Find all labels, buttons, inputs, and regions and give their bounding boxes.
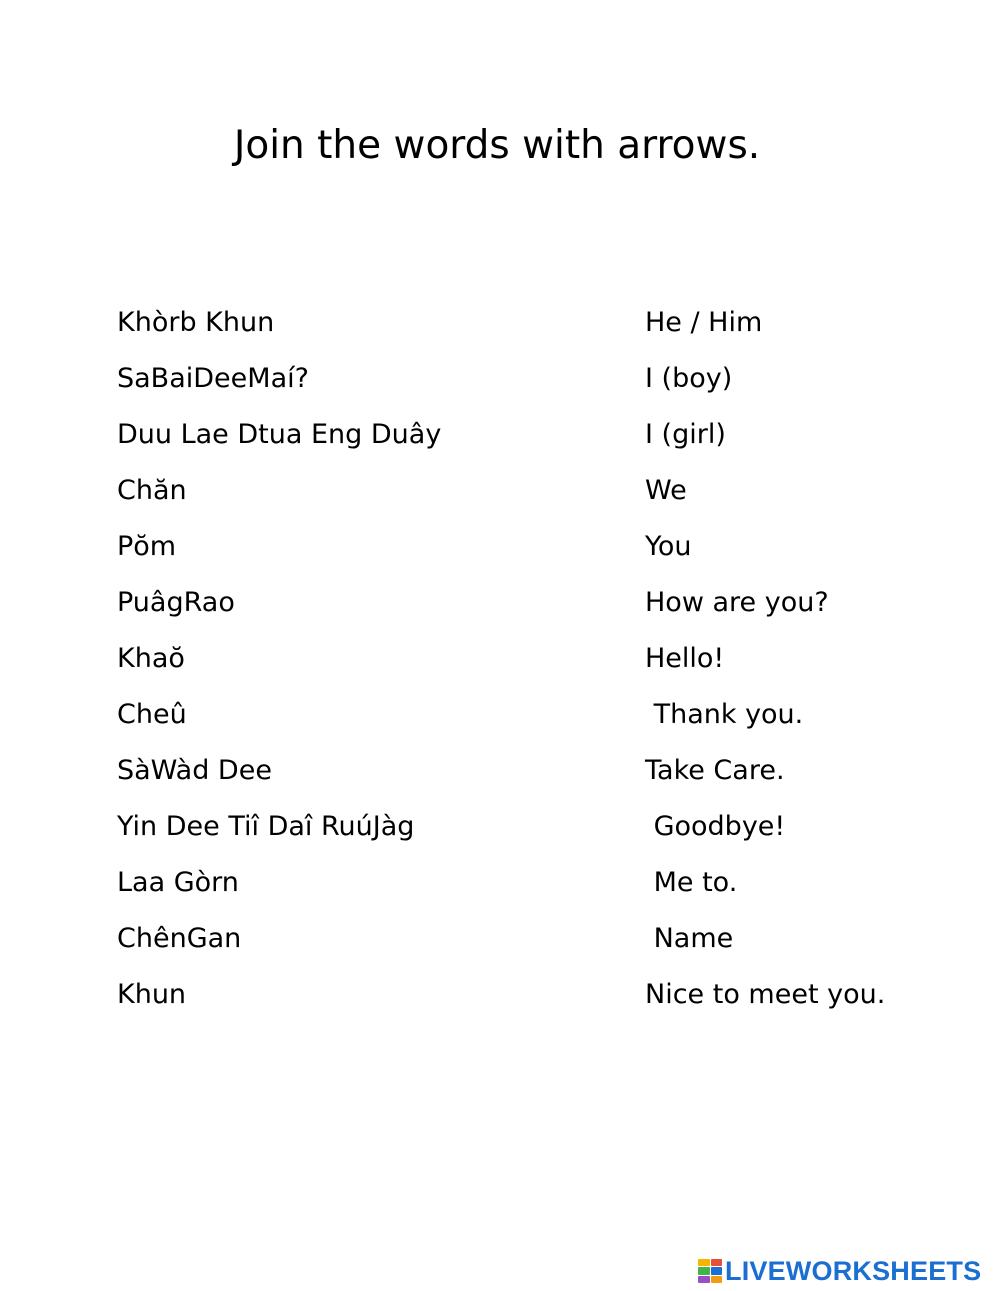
right-word-item[interactable]: Thank you.: [645, 699, 804, 730]
left-word-item[interactable]: Khòrb Khun: [117, 307, 275, 338]
right-word-list: [645, 300, 985, 1028]
left-word-item[interactable]: PuâgRao: [117, 587, 235, 618]
left-word-item[interactable]: Yin Dee Tiî Daî RuúJàg: [117, 811, 415, 842]
right-word-item[interactable]: Take Care.: [645, 755, 785, 786]
right-word-item[interactable]: Me to.: [645, 867, 738, 898]
logo-text: LIVEWORKSHEETS: [725, 1256, 982, 1286]
right-word-item[interactable]: You: [645, 531, 692, 562]
left-word-item[interactable]: Laa Gòrn: [117, 867, 239, 898]
logo-block: [711, 1267, 723, 1274]
logo-block: [698, 1267, 710, 1274]
left-word-list: [117, 300, 597, 1028]
right-word-item[interactable]: Goodbye!: [645, 811, 786, 842]
right-word-item[interactable]: Name: [645, 923, 734, 954]
left-word-item[interactable]: Cheû: [117, 699, 187, 730]
left-word-item[interactable]: Pŏm: [117, 531, 177, 562]
right-word-item[interactable]: Nice to meet you.: [645, 979, 886, 1010]
right-word-item[interactable]: We: [645, 475, 687, 506]
left-word-item[interactable]: Duu Lae Dtua Eng Duây: [117, 419, 442, 450]
right-word-item[interactable]: I (boy): [645, 363, 733, 394]
left-word-item[interactable]: Chăn: [117, 475, 187, 506]
logo-blocks-icon: [698, 1259, 722, 1283]
right-word-item[interactable]: Hello!: [645, 643, 725, 674]
left-word-item[interactable]: Khun: [117, 979, 187, 1010]
left-word-item[interactable]: SàWàd Dee: [117, 755, 272, 786]
left-word-item[interactable]: Khaŏ: [117, 643, 185, 674]
liveworksheets-logo: [698, 1255, 981, 1287]
left-word-item[interactable]: ChênGan: [117, 923, 242, 954]
right-word-item[interactable]: How are you?: [645, 587, 829, 618]
right-word-item[interactable]: He / Him: [645, 307, 763, 338]
logo-block: [711, 1259, 723, 1266]
logo-block: [711, 1276, 723, 1283]
logo-block: [698, 1259, 710, 1266]
worksheet-title: Join the words with arrows.: [233, 123, 761, 168]
right-word-item[interactable]: I (girl): [645, 419, 726, 450]
logo-block: [698, 1276, 710, 1283]
left-word-item[interactable]: SaBaiDeeMaí?: [117, 363, 309, 394]
